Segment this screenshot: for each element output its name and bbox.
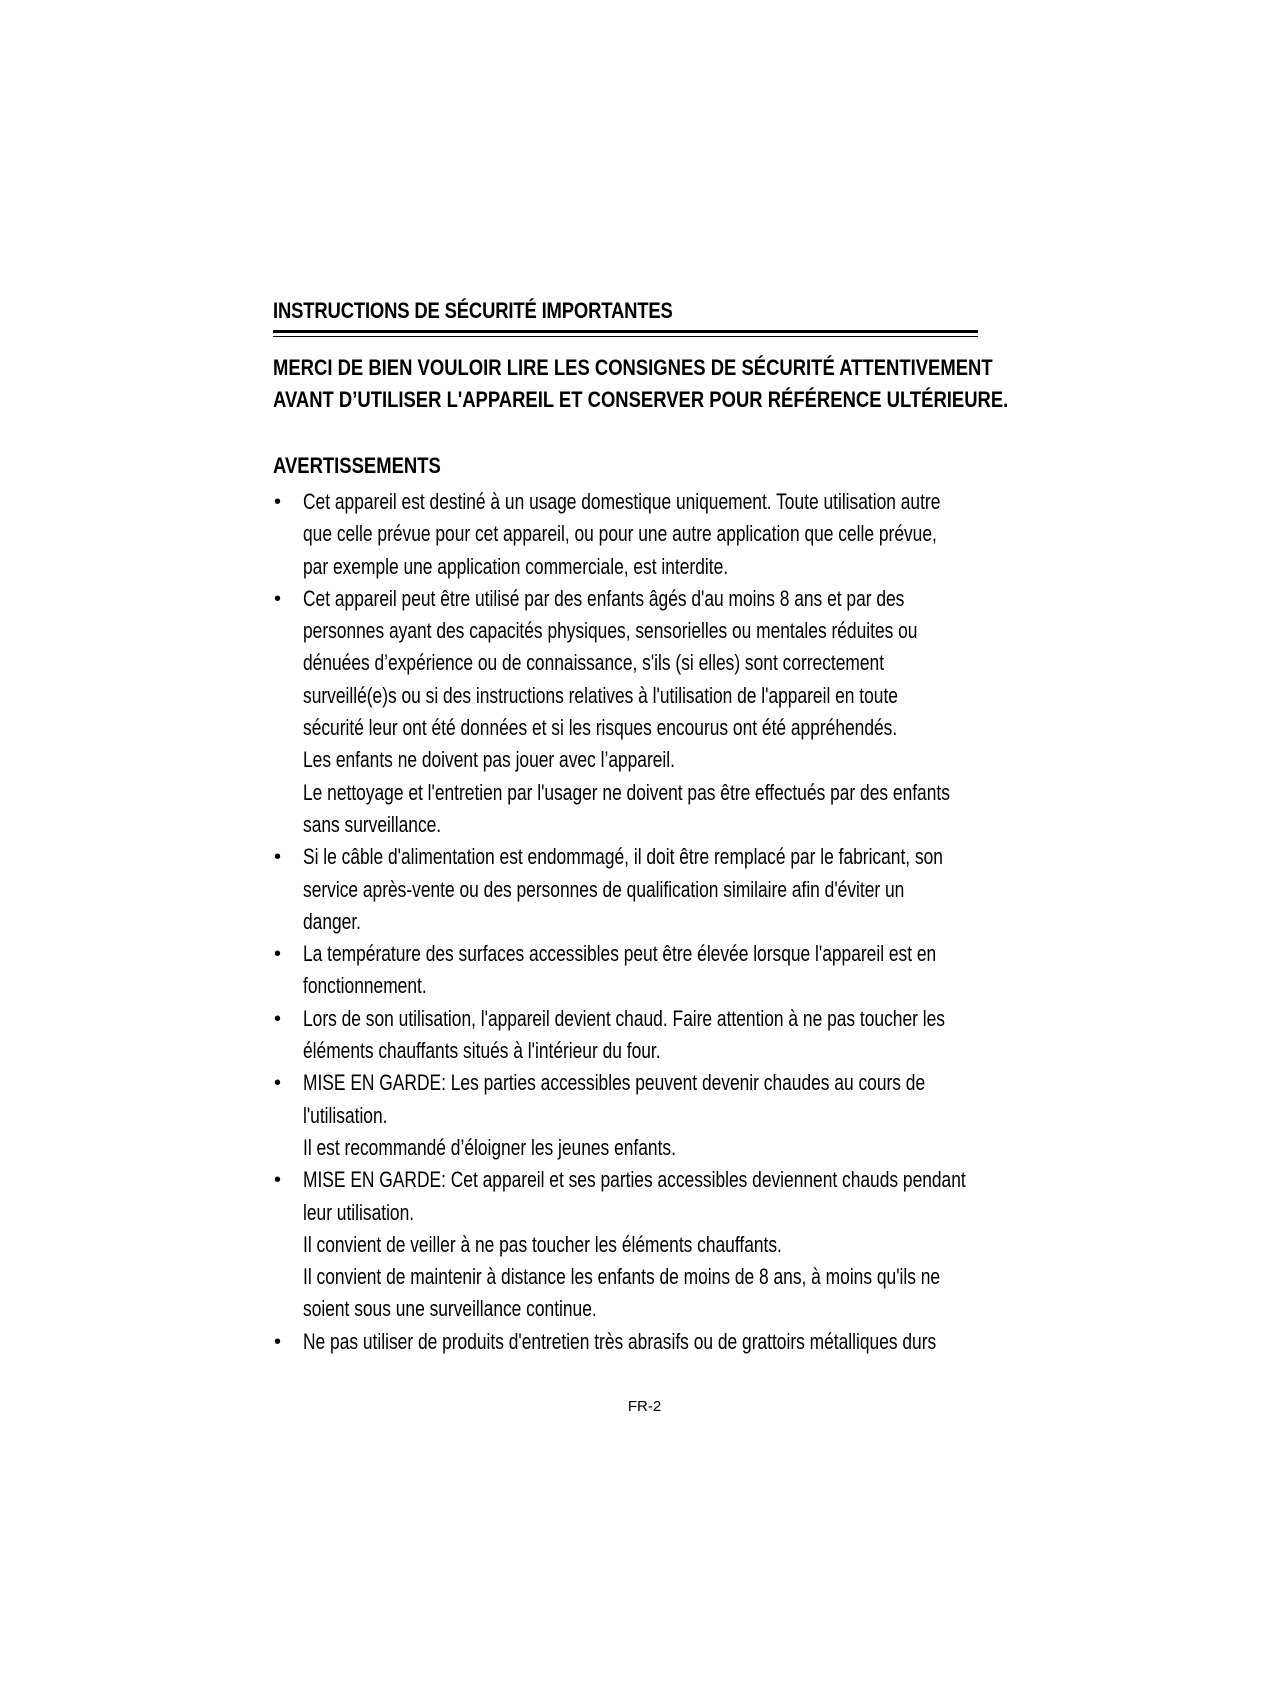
bullet-icon: • — [274, 1072, 282, 1095]
warning-text-line: Il est recommandé d’éloigner les jeunes enfants. — [303, 1134, 676, 1160]
bullet-icon: • — [274, 943, 282, 966]
warning-text-line: que celle prévue pour cet appareil, ou pour une autre application que celle prévue, — [303, 521, 937, 547]
bullet-icon: • — [274, 1007, 282, 1030]
bullet-icon: • — [274, 491, 282, 513]
warning-text-line: sans surveillance. — [303, 811, 442, 837]
warning-item — [273, 1326, 993, 1358]
warning-text-line: La température des surfaces accessibles peut être élevée lorsque l'appareil est en — [303, 941, 937, 967]
intro-line: MERCI DE BIEN VOULOIR LIRE LES CONSIGNES DE SÉCURITÉ ATTENTIVEMENT — [273, 355, 993, 380]
warning-text-line: l'utilisation. — [303, 1102, 388, 1128]
intro-notice — [273, 352, 1009, 416]
warning-text-line: fonctionnement. — [303, 973, 427, 999]
bullet-icon: • — [274, 846, 282, 869]
warning-text-line: soient sous une surveillance continue. — [303, 1296, 597, 1322]
warnings-list — [273, 486, 993, 1358]
warning-item — [273, 1164, 993, 1325]
warning-text-line: MISE EN GARDE: Les parties accessibles peuvent devenir chaudes au cours de — [303, 1070, 926, 1096]
warning-text-line: Cet appareil est destiné à un usage domestique uniquement. Toute utilisation autre — [303, 489, 941, 514]
warning-text-line: leur utilisation. — [303, 1199, 415, 1225]
warning-text-line: service après-vente ou des personnes de qualification similaire afin d'éviter un — [303, 876, 905, 902]
document-body — [273, 298, 1009, 1354]
warning-item — [273, 583, 993, 841]
warning-item — [273, 1067, 993, 1164]
warning-text-line: Il convient de maintenir à distance les enfants de moins de 8 ans, à moins qu'ils ne — [303, 1264, 941, 1290]
warning-text-line: Lors de son utilisation, l'appareil devient chaud. Faire attention à ne pas toucher les — [303, 1005, 945, 1031]
document-title: INSTRUCTIONS DE SÉCURITÉ IMPORTANTES — [273, 298, 673, 323]
title-divider — [273, 330, 978, 337]
warning-text-line: Le nettoyage et l'entretien par l'usager ne doivent pas être effectués par des enfants — [303, 779, 950, 805]
bullet-icon: • — [274, 1169, 282, 1192]
warning-item — [273, 486, 993, 583]
warning-item — [273, 841, 993, 938]
warning-text-line: par exemple une application commerciale, est interdite. — [303, 553, 729, 579]
warning-item — [273, 938, 993, 1003]
warning-text-line: personnes ayant des capacités physiques, sensorielles ou mentales réduites ou — [303, 618, 918, 644]
warning-text-line: danger. — [303, 908, 361, 934]
section-heading: AVERTISSEMENTS — [273, 453, 441, 478]
warning-text-line: Si le câble d'alimentation est endommagé, il doit être remplacé par le fabricant, son — [303, 844, 943, 870]
bullet-icon: • — [274, 1330, 282, 1353]
intro-line: AVANT D’UTILISER L'APPAREIL ET CONSERVER POUR RÉFÉRENCE ULTÉRIEURE. — [273, 387, 1009, 412]
page-number: FR-2 — [627, 1398, 662, 1415]
warning-text-line: Il convient de veiller à ne pas toucher les éléments chauffants. — [303, 1231, 782, 1257]
warning-item — [273, 1003, 993, 1068]
warning-text-line: dénuées d’expérience ou de connaissance, s'ils (si elles) sont correctement — [303, 650, 885, 676]
warning-text-line: Ne pas utiliser de produits d'entretien très abrasifs ou de grattoirs métalliques durs — [303, 1328, 937, 1354]
warning-text-line: sécurité leur ont été données et si les risques encourus ont été appréhendés. — [303, 715, 898, 741]
warning-text-line: éléments chauffants situés à l'intérieur du four. — [303, 1038, 661, 1064]
bullet-icon: • — [274, 587, 282, 610]
warning-text-line: Les enfants ne doivent pas jouer avec l’appareil. — [303, 747, 675, 773]
warning-text-line: surveillé(e)s ou si des instructions relatives à l'utilisation de l'appareil en toute — [303, 682, 898, 708]
warning-text-line: MISE EN GARDE: Cet appareil et ses parties accessibles deviennent chauds pendant — [303, 1167, 966, 1193]
warning-text-line: Cet appareil peut être utilisé par des enfants âgés d'au moins 8 ans et par des — [303, 585, 905, 611]
